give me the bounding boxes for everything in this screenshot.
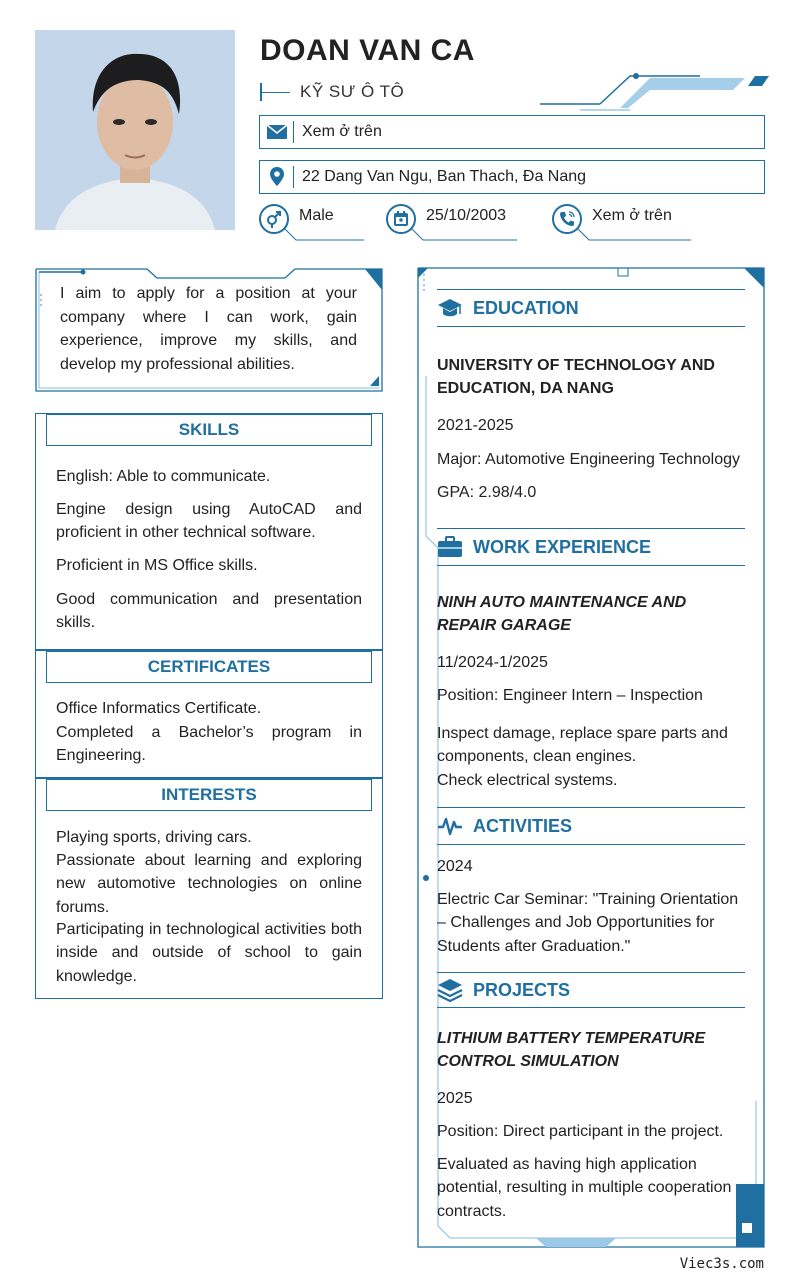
interests-section (35, 778, 383, 999)
certificates-section (35, 650, 383, 778)
graduation-cap-icon (437, 295, 463, 321)
briefcase-icon (437, 534, 463, 560)
projects-heading-row (437, 972, 745, 1008)
layers-icon (437, 977, 463, 1003)
activity-description: Electric Car Seminar: "Training Orientation – Challenges and Job Opportunities for Students after Graduation." (437, 891, 739, 955)
skill-item: Proficient in MS Office skills. (56, 557, 258, 574)
objective-text: I aim to apply for a position at your company where I can work, gain experience, improve my skills, and develop my professional abilities. (60, 285, 357, 373)
project-name: LITHIUM BATTERY TEMPERATURE CONTROL SIMULATION (437, 1030, 706, 1071)
job-title-row (260, 82, 404, 102)
skill-item: Engine design using AutoCAD and proficient in other technical software. (56, 501, 362, 542)
certificate-item: Office Informatics Certificate. (56, 700, 262, 717)
phone-value[interactable]: Xem ở trên (592, 207, 672, 224)
project-position: Position: Direct participant in the project. (437, 1123, 724, 1140)
interest-item: Playing sports, driving cars. (56, 829, 252, 846)
interest-item: Passionate about learning and exploring new automotive technologies on online forums. (56, 852, 362, 916)
work-period: 11/2024-1/2025 (437, 654, 548, 671)
interests-heading: INTERESTS (46, 779, 372, 811)
pulse-icon (437, 813, 463, 839)
education-gpa: GPA: 2.98/4.0 (437, 484, 537, 501)
birthday-value: 25/10/2003 (426, 207, 507, 224)
project-year: 2025 (437, 1090, 473, 1107)
work-heading: WORK EXPERIENCE (473, 536, 652, 557)
skill-item: Good communication and presentation skills. (56, 591, 362, 632)
activity-year: 2024 (437, 858, 473, 875)
site-watermark: Viec3s.com (679, 1256, 764, 1272)
objective-section (35, 268, 383, 392)
header-decoration (540, 72, 772, 112)
work-description: Inspect damage, replace spare parts and components, clean engines. (437, 725, 728, 766)
education-major: Major: Automotive Engineering Technology (437, 451, 740, 468)
title-marker (260, 83, 290, 101)
skills-section (35, 413, 383, 650)
address-row (259, 160, 765, 194)
activities-heading: ACTIVITIES (473, 815, 573, 836)
phone-underline (577, 228, 691, 242)
skill-item: English: Able to communicate. (56, 468, 271, 485)
envelope-icon (260, 121, 294, 143)
education-heading-row (437, 289, 745, 327)
work-company: NINH AUTO MAINTENANCE AND REPAIR GARAGE (437, 594, 687, 635)
address-value: 22 Dang Van Ngu, Ban Thach, Đa Nang (302, 168, 587, 185)
job-title: KỸ SƯ Ô TÔ (300, 82, 405, 101)
skills-heading: SKILLS (46, 414, 372, 446)
map-pin-icon (260, 166, 294, 188)
birthday-underline (411, 228, 517, 242)
email-value[interactable]: Xem ở trên (302, 123, 382, 140)
profile-photo (35, 30, 235, 230)
gender-value: Male (299, 207, 334, 224)
education-school: UNIVERSITY OF TECHNOLOGY AND EDUCATION, DA NANG (437, 357, 715, 398)
work-description: Check electrical systems. (437, 772, 618, 789)
education-heading: EDUCATION (473, 297, 579, 318)
email-row (259, 115, 765, 149)
project-description: Evaluated as having high application potential, resulting in multiple cooperation contracts. (437, 1156, 732, 1220)
work-position: Position: Engineer Intern – Inspection (437, 687, 703, 704)
candidate-name: DOAN VAN CA (260, 34, 475, 67)
certificate-item: Completed a Bachelor’s program in Engineering. (56, 724, 362, 765)
education-period: 2021-2025 (437, 417, 514, 434)
interest-item: Participating in technological activities both inside and outside of school to gain knowledge. (56, 921, 362, 985)
activities-heading-row (437, 807, 745, 845)
work-heading-row (437, 528, 745, 566)
projects-heading: PROJECTS (473, 979, 571, 1000)
certificates-heading: CERTIFICATES (46, 651, 372, 683)
gender-underline (284, 228, 364, 242)
